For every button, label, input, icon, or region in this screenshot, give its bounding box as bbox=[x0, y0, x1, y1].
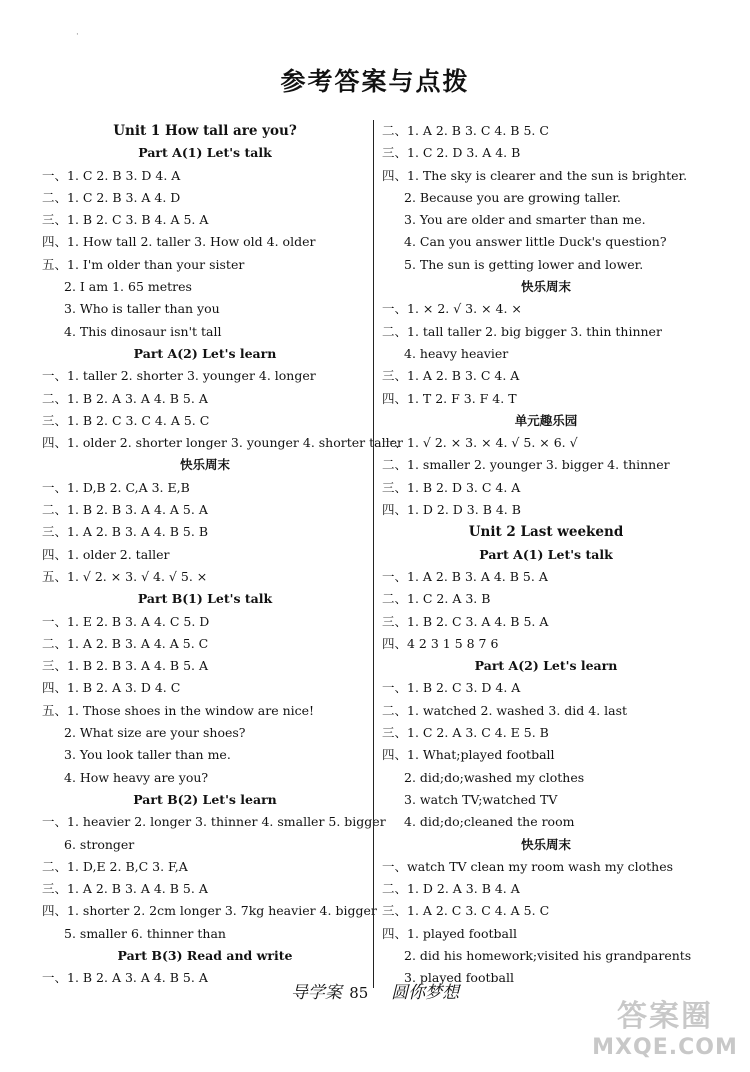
answer-line: 四、1. B 2. A 3. D 4. C bbox=[42, 680, 181, 696]
section-heading: 快乐周末 bbox=[179, 457, 230, 473]
answer-line: 四、4 2 3 1 5 8 7 6 bbox=[382, 635, 499, 651]
answer-line: 二、1. watched 2. washed 3. did 4. last bbox=[382, 702, 628, 718]
answer-line: 二、1. tall taller 2. big bigger 3. thin thinner bbox=[382, 323, 662, 339]
answer-line: 三、1. B 2. C 3. B 4. A 5. A bbox=[42, 212, 209, 228]
answer-line: 五、1. √ 2. × 3. √ 4. √ 5. × bbox=[42, 568, 208, 584]
answer-line: 四、1. How tall 2. taller 3. How old 4. older bbox=[42, 234, 316, 250]
answer-line: 三、1. C 2. A 3. C 4. E 5. B bbox=[382, 725, 549, 741]
answer-line: 二、1. D 2. A 3. B 4. A bbox=[382, 881, 520, 897]
page-number: 85 bbox=[349, 984, 369, 1002]
footer-left-text: 导学案 bbox=[290, 983, 342, 1003]
answer-line: 3. played football bbox=[404, 970, 514, 986]
section-heading: Part A(2) Let's learn bbox=[133, 345, 277, 361]
section-heading: Part A(2) Let's learn bbox=[474, 658, 618, 674]
watermark-logo-text: 答案圈 bbox=[617, 999, 713, 1034]
answer-line: 一、1. B 2. A 3. A 4. B 5. A bbox=[42, 970, 208, 986]
answer-line: 5. smaller 6. thinner than bbox=[64, 925, 226, 941]
answer-line: 三、1. B 2. D 3. C 4. A bbox=[382, 479, 521, 495]
answer-line: 3. watch TV;watched TV bbox=[404, 791, 558, 807]
answer-line: 三、1. B 2. C 3. C 4. A 5. C bbox=[42, 412, 210, 428]
answer-line: 一、watch TV clean my room wash my clothes bbox=[382, 858, 674, 874]
answer-line: 4. This dinosaur isn't tall bbox=[64, 323, 222, 339]
unit-heading: Unit 2 Last weekend bbox=[468, 524, 624, 541]
answer-line: 3. Who is taller than you bbox=[64, 301, 220, 317]
section-heading: 单元趣乐园 bbox=[514, 412, 578, 428]
answer-line: 6. stronger bbox=[64, 836, 135, 852]
answer-line: 二、1. B 2. B 3. A 4. A 5. A bbox=[42, 502, 208, 518]
answer-line: 五、1. I'm older than your sister bbox=[42, 256, 245, 272]
top-dot: · bbox=[76, 30, 79, 40]
answer-line: 2. Because you are growing taller. bbox=[404, 189, 621, 205]
answer-line: 4. How heavy are you? bbox=[64, 769, 209, 785]
answer-line: 四、1. shorter 2. 2cm longer 3. 7kg heavier 4. bigger bbox=[42, 903, 377, 919]
answer-line: 四、1. What;played football bbox=[382, 747, 555, 763]
answer-line: 三、1. C 2. D 3. A 4. B bbox=[382, 145, 521, 161]
answer-line: 一、1. taller 2. shorter 3. younger 4. longer bbox=[42, 368, 316, 384]
section-heading: Part B(1) Let's talk bbox=[137, 591, 273, 607]
answer-line: 四、1. T 2. F 3. F 4. T bbox=[382, 390, 517, 406]
answer-line: 四、1. older 2. shorter longer 3. younger 4. shorter taller bbox=[42, 435, 403, 451]
answer-column-left bbox=[42, 120, 403, 990]
answer-line: 二、1. A 2. B 3. C 4. B 5. C bbox=[382, 123, 549, 138]
answer-line: 二、1. smaller 2. younger 3. bigger 4. thinner bbox=[382, 457, 670, 473]
answer-line: 四、1. older 2. taller bbox=[42, 546, 170, 562]
answer-line: 一、1. A 2. B 3. A 4. B 5. A bbox=[382, 568, 548, 584]
answer-line: 一、1. E 2. B 3. A 4. C 5. D bbox=[42, 613, 210, 629]
answer-line: 2. What size are your shoes? bbox=[64, 725, 246, 741]
answer-line: 3. You are older and smarter than me. bbox=[404, 212, 646, 228]
answer-line: 二、1. B 2. A 3. A 4. B 5. A bbox=[42, 390, 208, 406]
answer-line: 三、1. A 2. C 3. C 4. A 5. C bbox=[382, 903, 550, 919]
answer-line: 三、1. B 2. B 3. A 4. B 5. A bbox=[42, 658, 209, 674]
answer-line: 4. Can you answer little Duck's question? bbox=[404, 234, 667, 250]
answer-line: 二、1. C 2. A 3. B bbox=[382, 591, 491, 607]
answer-column-right bbox=[382, 120, 710, 990]
section-heading: Part A(1) Let's talk bbox=[479, 546, 613, 562]
answer-line: 5. The sun is getting lower and lower. bbox=[404, 256, 644, 272]
section-heading: Part A(1) Let's talk bbox=[138, 145, 272, 161]
answer-line: 4. did;do;cleaned the room bbox=[404, 814, 575, 830]
answer-line: 二、1. A 2. B 3. A 4. A 5. C bbox=[42, 635, 209, 651]
page-title: 参考答案与点拨 bbox=[280, 67, 470, 96]
section-heading: 快乐周末 bbox=[520, 279, 571, 295]
footer-right-text: 圆你梦想 bbox=[391, 983, 460, 1003]
section-heading: Part B(3) Read and write bbox=[117, 947, 293, 963]
answer-line: 一、1. B 2. C 3. D 4. A bbox=[382, 680, 521, 696]
answer-line: 2. did;do;washed my clothes bbox=[404, 769, 585, 785]
answer-line: 三、1. A 2. B 3. C 4. A bbox=[382, 368, 520, 384]
answer-line: 2. I am 1. 65 metres bbox=[64, 279, 192, 295]
answer-line: 四、1. The sky is clearer and the sun is brighter. bbox=[382, 167, 688, 183]
unit-heading: Unit 1 How tall are you? bbox=[113, 123, 297, 139]
answer-line: 四、1. D 2. D 3. B 4. B bbox=[382, 502, 521, 518]
answer-line: 3. You look taller than me. bbox=[64, 747, 231, 763]
answer-line: 一、1. C 2. B 3. D 4. A bbox=[42, 167, 181, 183]
answer-line: 一、1. √ 2. × 3. × 4. √ 5. × 6. √ bbox=[382, 435, 578, 451]
answer-line: 三、1. A 2. B 3. A 4. B 5. A bbox=[42, 881, 208, 897]
watermark-site-text: MXQE.COM bbox=[592, 1035, 738, 1060]
answer-line: 4. heavy heavier bbox=[404, 345, 509, 361]
answer-line: 五、1. Those shoes in the window are nice! bbox=[42, 702, 315, 718]
answer-line: 一、1. D,B 2. C,A 3. E,B bbox=[42, 479, 190, 495]
answer-line: 四、1. played football bbox=[382, 925, 517, 941]
section-heading: 快乐周末 bbox=[520, 836, 571, 852]
watermark bbox=[590, 998, 740, 1064]
answer-line: 二、1. D,E 2. B,C 3. F,A bbox=[42, 858, 188, 874]
answer-line: 二、1. C 2. B 3. A 4. D bbox=[42, 189, 181, 205]
column-divider bbox=[373, 120, 374, 988]
section-heading: Part B(2) Let's learn bbox=[133, 791, 277, 807]
answer-line: 三、1. A 2. B 3. A 4. B 5. B bbox=[42, 524, 209, 540]
answer-line: 三、1. B 2. C 3. A 4. B 5. A bbox=[382, 613, 549, 629]
answer-line: 一、1. × 2. √ 3. × 4. × bbox=[382, 301, 522, 317]
answer-line: 一、1. heavier 2. longer 3. thinner 4. smaller 5. bigger bbox=[42, 814, 386, 830]
answer-line: 2. did his homework;visited his grandparents bbox=[404, 947, 692, 963]
